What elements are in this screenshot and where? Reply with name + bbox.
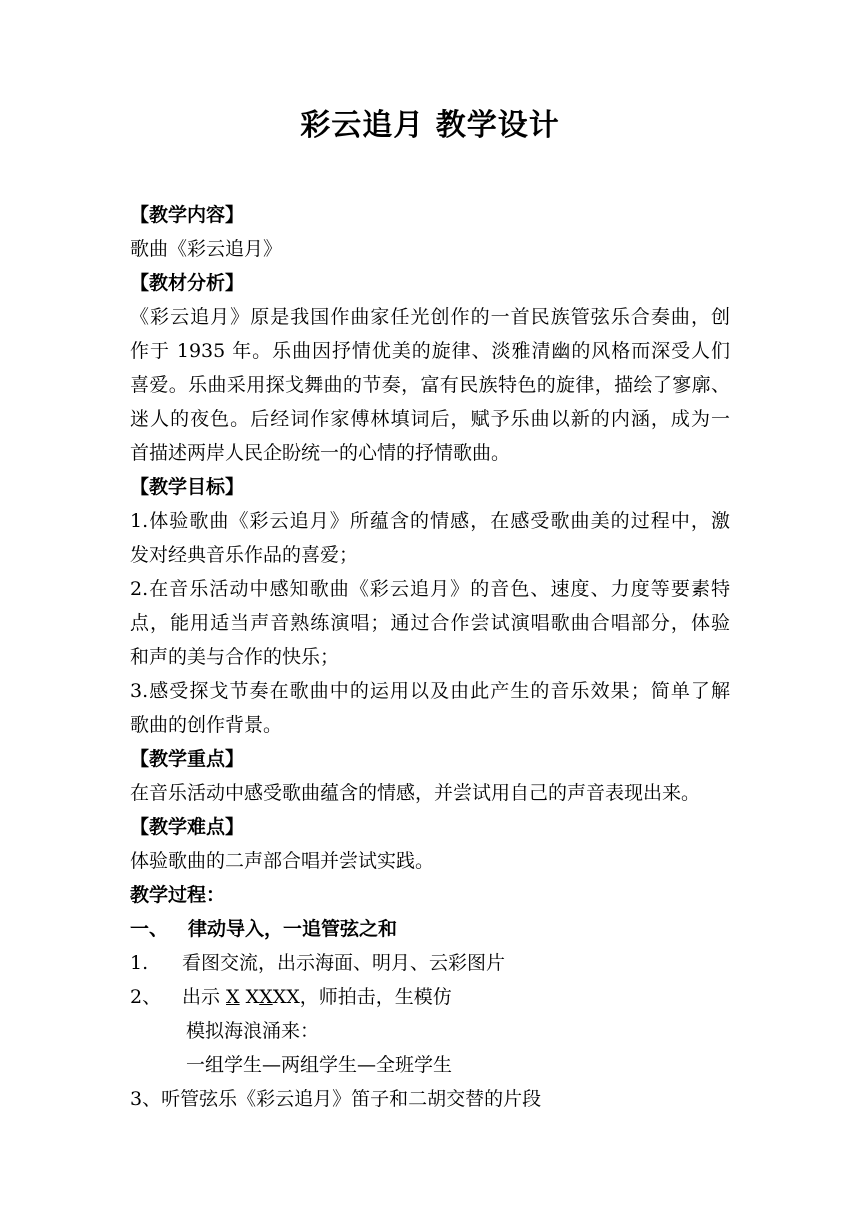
paragraph-line: 喜爱。乐曲采用探戈舞曲的节奏，富有民族特色的旋律，描绘了寥廓、 (130, 374, 730, 396)
process-item-2-sub-1: 模拟海浪涌来： (186, 1020, 320, 1042)
paragraph-line: 首描述两岸人民企盼统一的心情的抒情歌曲。 (130, 442, 511, 464)
heading-teaching-goals: 【教学目标】 (130, 476, 245, 498)
paragraph-line: 1.体验歌曲《彩云追月》所蕴含的情感，在感受歌曲美的过程中，激 (130, 510, 730, 532)
document-body (130, 198, 730, 1116)
heading-teaching-difficulty: 【教学难点】 (130, 816, 245, 838)
document-title: 彩云追月 教学设计 (300, 108, 560, 143)
paragraph-line: 点，能用适当声音熟练演唱；通过合作尝试演唱歌曲合唱部分，体验 (130, 612, 730, 634)
process-item-1 (130, 946, 730, 980)
paragraph-line: 《彩云追月》原是我国作曲家任光创作的一首民族管弦乐合奏曲，创 (130, 306, 730, 328)
heading-material-analysis: 【教材分析】 (130, 272, 245, 294)
teaching-difficulty-text: 体验歌曲的二声部合唱并尝试实践。 (130, 850, 435, 872)
step-number: 一、 (130, 918, 169, 940)
teaching-content-text: 歌曲《彩云追月》 (130, 238, 283, 260)
paragraph-line: 迷人的夜色。后经词作家傅林填词后，赋予乐曲以新的内涵，成为一 (130, 408, 730, 430)
rhythm-note: X (239, 986, 260, 1008)
paragraph-line: 3.感受探戈节奏在歌曲中的运用以及由此产生的音乐效果；简单了解 (130, 680, 730, 702)
step-title: 律动导入，一追管弦之和 (188, 918, 398, 940)
heading-teaching-process: 教学过程： (130, 884, 226, 906)
item-number: 2、 (130, 986, 162, 1008)
teaching-focus-text: 在音乐活动中感受歌曲蕴含的情感，并尝试用自己的声音表现出来。 (130, 782, 701, 804)
paragraph-line: 发对经典音乐作品的喜爱； (130, 544, 359, 566)
rhythm-note-underlined: X (259, 986, 273, 1008)
rhythm-note: XX (272, 986, 300, 1008)
process-item-2-sub-2: 一组学生—两组学生—全班学生 (186, 1054, 453, 1076)
process-item-3: 3、听管弦乐《彩云追月》笛子和二胡交替的片段 (130, 1088, 542, 1110)
teaching-goals-list (130, 504, 730, 742)
paragraph-line: 2.在音乐活动中感知歌曲《彩云追月》的音色、速度、力度等要素特 (130, 578, 730, 600)
heading-teaching-focus: 【教学重点】 (130, 748, 245, 770)
process-item-2 (130, 980, 730, 1014)
heading-teaching-content: 【教学内容】 (130, 204, 245, 226)
item-text-suffix: ，师拍击，生模仿 (299, 986, 452, 1008)
paragraph-line: 作于 1935 年。乐曲因抒情优美的旋律、淡雅清幽的风格而深受人们 (130, 340, 730, 362)
process-step-1 (130, 912, 730, 946)
rhythm-note-underlined: X (226, 986, 240, 1008)
paragraph-line: 和声的美与合作的快乐； (130, 646, 340, 668)
item-text-prefix: 出示 (182, 986, 227, 1008)
material-analysis-paragraph (130, 300, 730, 470)
item-text: 看图交流，出示海面、明月、云彩图片 (182, 952, 506, 974)
paragraph-line: 歌曲的创作背景。 (130, 714, 283, 736)
item-number: 1. (130, 952, 149, 974)
